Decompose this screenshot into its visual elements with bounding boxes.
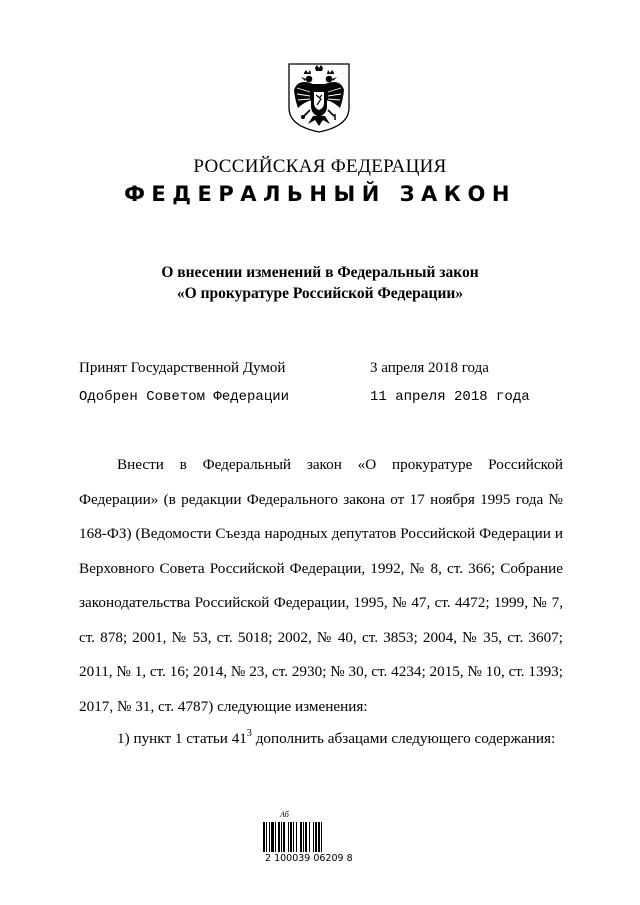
approval-council-label: Одобрен Советом Федерации — [79, 389, 290, 405]
law-title-line: О внесении изменений в Федеральный закон — [161, 264, 479, 281]
barcode-block — [262, 810, 362, 870]
barcode-bar — [281, 822, 282, 852]
barcode-bar — [278, 822, 280, 852]
amendment-item-suffix: дополнить абзацами следующего содержания: — [251, 730, 556, 747]
approval-council-date: 11 апреля 2018 года — [370, 389, 530, 405]
barcode-bar — [321, 822, 322, 852]
amendment-item — [117, 727, 577, 751]
barcode-bar — [293, 822, 294, 852]
barcode-bar — [315, 822, 317, 852]
body-paragraph: Внести в Федеральный закон «О прокуратуре Российской Федерации» (в редакции Федерального закона от 17 ноября 1995 года № 168-ФЗ) (Ведомости Съезда народных депутатов Российской Федерации и Верховного Совета Российской Федерации, 1992, № 8, ст. 366; Собрание законодательства Российской Федерации, 1995, № 47, ст. 4472; 1999, № 7, ст. 878; 2001, № 53, ст. 5018; 2002, № 40, ст. 3853; 2004, № 35, ст. 3607; 2011, № 1, ст. 16; 2014, № 23, ст. 2930; № 30, ст. 4234; 2015, № 10, ст. 1393; 2017, № 31, ст. 4787) следующие изменения: — [79, 456, 563, 715]
adoption-duma-label: Принят Государственной Думой — [79, 360, 286, 376]
barcode-bar — [275, 822, 276, 852]
approval-council-row — [79, 389, 559, 411]
state-emblem-icon — [286, 62, 352, 134]
barcode-bar — [290, 822, 292, 852]
adoption-duma-row — [79, 360, 559, 382]
barcode-bar — [283, 822, 285, 852]
barcode-bar — [309, 822, 310, 852]
amendment-item-prefix: 1) пункт 1 статьи 41 — [117, 730, 247, 747]
barcode-bar — [300, 822, 302, 852]
barcode-number: 2 100039 06209 8 — [265, 853, 353, 864]
law-title-line: «О прокуратуре Российской Федерации» — [176, 285, 464, 302]
country-heading: РОССИЙСКАЯ ФЕДЕРАЦИЯ — [193, 156, 447, 177]
barcode-bar — [266, 822, 267, 852]
article-superscript: 3 — [246, 728, 252, 739]
barcode-bar — [271, 822, 274, 852]
barcode-icon — [262, 822, 346, 852]
barcode-mark: Аб — [280, 810, 289, 819]
barcode-bar — [269, 822, 270, 852]
document-type-heading: ФЕДЕРАЛЬНЫЙ ЗАКОН — [124, 182, 516, 206]
adoption-duma-date: 3 апреля 2018 года — [370, 360, 489, 376]
barcode-bar — [288, 822, 289, 852]
barcode-bar — [303, 822, 304, 852]
barcode-bar — [313, 822, 314, 852]
barcode-bar — [305, 822, 307, 852]
law-title — [0, 262, 640, 304]
barcode-bar — [296, 822, 297, 852]
barcode-bar — [318, 822, 320, 852]
barcode-bar — [263, 822, 265, 852]
